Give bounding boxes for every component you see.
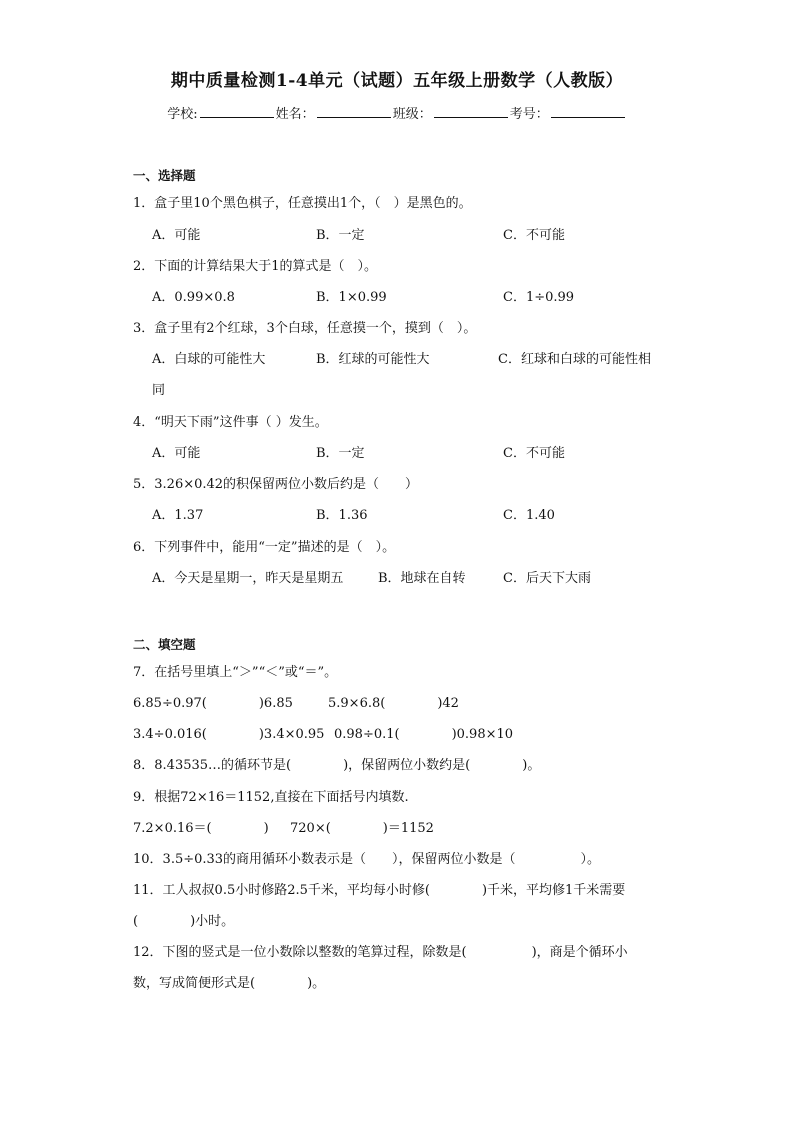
question-11-continued: ( )小时。 (133, 914, 235, 929)
q1-option-a: A．可能 (152, 228, 201, 243)
question-4: 4．“明天下雨”这件事（ ）发生。 (133, 415, 328, 430)
q9-item-a: 7.2×0.16＝( ) (133, 821, 269, 836)
class-blank[interactable] (434, 103, 508, 118)
question-12: 12．下图的竖式是一位小数除以整数的笔算过程，除数是( )，商是个循环小 (133, 945, 628, 960)
q6-option-b: B．地球在自转 (378, 571, 466, 586)
name-blank[interactable] (317, 103, 391, 118)
q6-option-a: A．今天是星期一，昨天是星期五 (152, 571, 344, 586)
page-title: 期中质量检测1-4单元（试题）五年级上册数学（人教版） (170, 71, 624, 91)
q7-item-4: 0.98÷0.1( )0.98×10 (334, 727, 514, 742)
q1-option-b: B．一定 (316, 228, 365, 243)
q6-option-c: C．后天下大雨 (503, 571, 591, 586)
section-heading-fill: 二、填空题 (133, 637, 196, 652)
q5-option-c: C．1.40 (503, 508, 555, 523)
q7-item-1: 6.85÷0.97( )6.85 (133, 696, 293, 711)
id-blank[interactable] (551, 103, 625, 118)
question-8: 8．8.43535…的循环节是( )，保留两位小数约是( )。 (133, 758, 541, 773)
question-1: 1．盒子里10个黑色棋子，任意摸出1个，（ ）是黑色的。 (133, 196, 472, 211)
q2-option-c: C．1÷0.99 (503, 290, 575, 305)
q3-option-c: C．红球和白球的可能性相 (498, 352, 651, 367)
class-label: 班级： (392, 107, 432, 122)
question-12-continued: 数，写成简便形式是( )。 (133, 976, 326, 991)
q1-option-c: C．不可能 (503, 228, 565, 243)
question-5: 5．3.26×0.42的积保留两位小数后约是（ ） (133, 477, 419, 492)
question-2: 2．下面的计算结果大于1的算式是（ ）。 (133, 259, 378, 274)
id-label: 考号： (509, 107, 549, 122)
q7-item-3: 3.4÷0.016( )3.4×0.95 (133, 727, 325, 742)
question-10: 10．3.5÷0.33的商用循环小数表示是（ ），保留两位小数是（ ）。 (133, 852, 601, 867)
q7-item-2: 5.9×6.8( )42 (328, 696, 459, 711)
q5-option-b: B．1.36 (316, 508, 368, 523)
question-11: 11．工人叔叔0.5小时修路2.5千米，平均每小时修( )千米，平均修1千米需要 (133, 883, 626, 898)
q3-option-a: A．白球的可能性大 (152, 352, 266, 367)
question-7: 7．在括号里填上“＞”“＜”或“＝”。 (133, 665, 338, 680)
q4-option-a: A．可能 (152, 446, 201, 461)
question-3: 3．盒子里有2个红球，3个白球，任意摸一个，摸到（ ）。 (133, 321, 477, 336)
q2-option-b: B．1×0.99 (316, 290, 387, 305)
name-label: 姓名： (275, 107, 315, 122)
q9-item-b: 720×( )＝1152 (290, 821, 434, 836)
q4-option-c: C．不可能 (503, 446, 565, 461)
q4-option-b: B．一定 (316, 446, 365, 461)
q5-option-a: A．1.37 (152, 508, 204, 523)
q3-option-c-continued: 同 (152, 383, 166, 398)
question-9: 9．根据72×16＝1152,直接在下面括号内填数. (133, 790, 409, 805)
section-heading-choice: 一、选择题 (133, 168, 196, 183)
q3-option-b: B．红球的可能性大 (316, 352, 430, 367)
school-label: 学校: (167, 107, 198, 122)
q2-option-a: A．0.99×0.8 (152, 290, 235, 305)
student-info-line (0, 103, 794, 122)
school-blank[interactable] (200, 103, 274, 118)
question-6: 6．下列事件中，能用“一定”描述的是（ ）。 (133, 540, 396, 555)
